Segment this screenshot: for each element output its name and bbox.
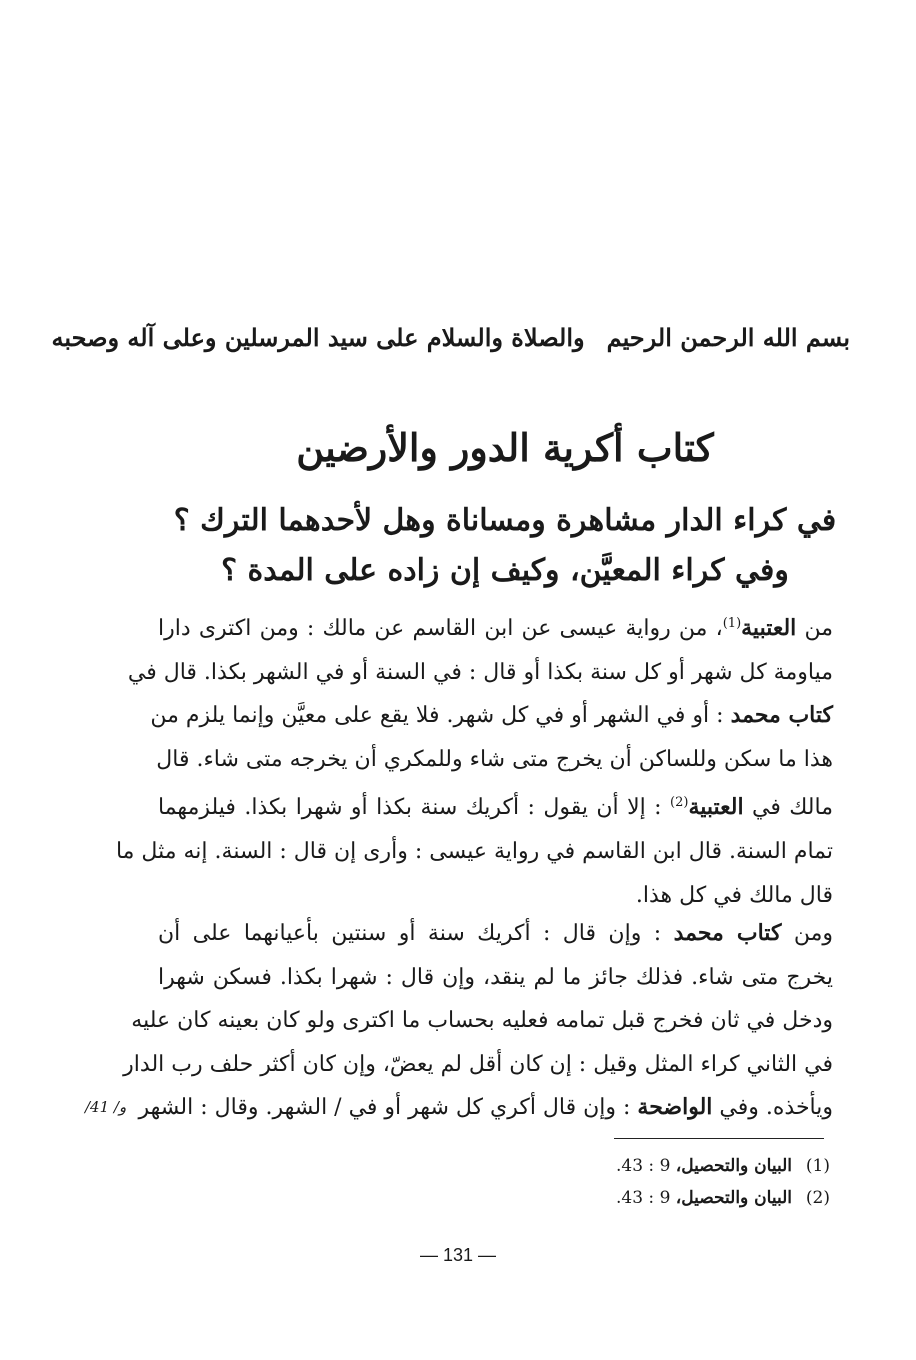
footnote-number: (2) <box>805 1188 830 1208</box>
text-run: : وإن قال أكري كل شهر أو في / الشهر. وقال : الشهر <box>138 1095 638 1121</box>
text-run: ويأخذه. وفي <box>712 1095 833 1121</box>
text-run: : وإن قال : أكريك سنة أو سنتين بأعيانهما على أن <box>158 921 674 946</box>
text-line <box>158 781 833 830</box>
footnote-number: (1) <box>805 1156 830 1176</box>
text-line: ودخل في ثان فخرج قبل تمامه فعليه بحساب ما اكترى ولو كان بعينه كان عليه <box>131 1008 833 1034</box>
footnote-ref-text: 9 : 43. <box>615 1156 676 1176</box>
text-line: مياومة كل شهر أو كل سنة بكذا أو قال : في السنة أو في الشهر بكذا. قال في <box>127 659 833 685</box>
chapter-title-line-1: في كراء الدار مشاهرة ومساناة وهل لأحدهما الترك ؟ <box>173 503 837 538</box>
text-line: قال مالك في كل هذا. <box>635 882 833 908</box>
footnote-ref: (1) <box>722 616 742 631</box>
footnote-ref-text: 9 : 43. <box>615 1188 676 1208</box>
manuscript-folio-note: /41 /و <box>85 1098 127 1116</box>
chapter-title <box>160 496 850 596</box>
footnote-source: البيان والتحصيل، <box>675 1156 792 1176</box>
text-run: : إلا أن يقول : أكريك سنة بكذا أو شهرا بكذا. فيلزمهما <box>158 795 670 821</box>
blessing-text: والصلاة والسلام على سيد المرسلين وعلى آله وصحبه <box>51 323 585 352</box>
footnote-divider <box>614 1138 824 1139</box>
text-line: في الثاني كراء المثل وقيل : إن كان أقل لم يعضّ، وإن كان أكثر حلف رب الدار <box>123 1051 833 1077</box>
source-name: العتبية <box>741 615 797 641</box>
text-run: : أو في الشهر أو في كل شهر. فلا يقع على معيَّن وإنما يلزم من <box>150 703 731 729</box>
text-run: ومن <box>781 921 833 946</box>
paragraph-2 <box>123 912 833 1130</box>
text-line <box>158 912 833 956</box>
basmala-heading <box>51 318 850 358</box>
text-run: ، من رواية عيسى عن ابن القاسم عن مالك : ومن اكترى دارا <box>158 616 723 641</box>
text-line <box>158 602 833 651</box>
source-name: الواضحة <box>637 1094 713 1121</box>
paragraph-1 <box>115 602 834 917</box>
page-number: — 131 — <box>419 1245 497 1265</box>
text-line: تمام السنة. قال ابن القاسم في رواية عيسى : وأرى إن قال : السنة. إنه مثل ما <box>115 838 833 864</box>
footnotes <box>540 1150 830 1214</box>
text-line <box>150 694 833 738</box>
footnote <box>540 1182 830 1214</box>
footnote-ref: (2) <box>670 795 689 811</box>
text-run: مالك في <box>743 795 834 821</box>
basmala-text: بسم الله الرحمن الرحيم <box>606 323 850 352</box>
source-name: العتبية <box>688 794 744 821</box>
footnote-source: البيان والتحصيل، <box>675 1188 792 1208</box>
source-name: كتاب محمد <box>673 920 782 946</box>
text-line: يخرج متى شاء. فذلك جائز ما لم ينقد، وإن قال : شهرا بكذا. فسكن شهرا <box>158 964 833 990</box>
text-line: هذا ما سكن وللساكن أن يخرج متى شاء وللمكري أن يخرجه متى شاء. قال <box>156 746 833 772</box>
text-line <box>138 1086 833 1130</box>
source-name: كتاب محمد <box>730 702 833 729</box>
book-title: كتاب أكرية الدور والأرضين <box>296 425 714 470</box>
chapter-title-line-2: وفي كراء المعيَّن، وكيف إن زاده على المدة ؟ <box>221 553 789 588</box>
text-run: من <box>796 616 833 641</box>
footnote <box>540 1150 830 1182</box>
